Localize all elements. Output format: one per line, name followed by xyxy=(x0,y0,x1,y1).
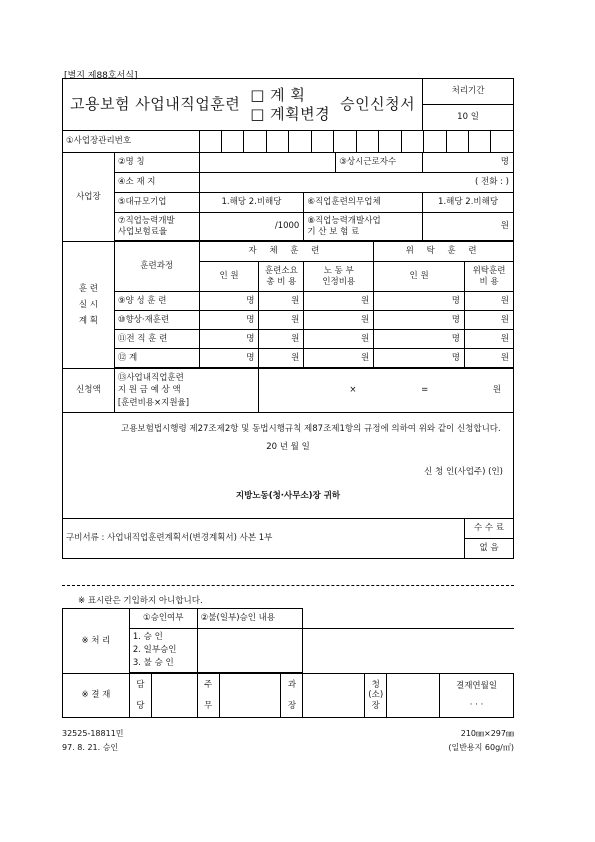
rejection-content-header: ②불(일부)승인 내용 xyxy=(197,609,303,629)
consign-persons-header: 인 원 xyxy=(374,262,465,292)
insurance-rate-field[interactable]: /1000 xyxy=(199,213,304,241)
cell[interactable]: 명 xyxy=(199,330,259,349)
large-enterprise-choice[interactable]: 1.해당 2.비해당 xyxy=(199,193,304,213)
large-enterprise-label: ⑤대규모기업 xyxy=(114,193,199,213)
option-partial[interactable]: 2. 일부승인 xyxy=(132,644,177,655)
row-label: ⑩향상·재훈련 xyxy=(114,311,199,330)
regular-workers-field[interactable]: 명 xyxy=(423,153,514,173)
option-rejected[interactable]: 3. 불 승 인 xyxy=(132,658,174,669)
approval-date-label: 결재연월일 xyxy=(456,680,498,691)
addressee: 지방노동(청·사무소)장 귀하 xyxy=(235,491,341,502)
declaration-date[interactable]: 20 년 월 일 xyxy=(266,442,310,453)
training-duty-label: ⑥직업훈련의무업체 xyxy=(304,193,423,213)
option-plan-change[interactable]: □ 계획변경 xyxy=(250,104,331,123)
self-training-header: 자 체 훈 련 xyxy=(199,242,374,262)
self-persons-header: 인 원 xyxy=(199,262,259,292)
cell[interactable]: 원 xyxy=(465,349,514,368)
rejection-content-field[interactable] xyxy=(197,629,303,673)
declaration-text: 고용보험법시행령 제27조제2항 및 동법시행규칙 제87조제1항의 규정에 의하여 위와 같이 신청합니다. xyxy=(121,424,501,434)
option-plan[interactable]: □ 계 획 xyxy=(250,85,306,104)
training-plan-group: 훈 련 실 시 계 획 xyxy=(63,242,115,369)
cell[interactable]: 명 xyxy=(374,330,465,349)
title-left: 고용보험 사업내직업훈련 xyxy=(70,95,241,114)
cut-line xyxy=(62,585,514,586)
applicant-signature[interactable]: 신 청 인(사업주) (인) xyxy=(424,466,503,477)
regular-workers-label: ③상시근로자수 xyxy=(336,153,423,173)
office-head-sign[interactable] xyxy=(387,674,440,718)
cell[interactable]: 원 xyxy=(304,292,374,311)
approval-date-note: 97. 8. 21. 승인 xyxy=(62,743,119,752)
processing-label: ※ 처 리 xyxy=(63,609,130,674)
chief-clerk-label: 주 무 xyxy=(197,674,219,718)
claim-group-label: 신청액 xyxy=(63,369,115,413)
paper-type: (일반용지 60g/㎡) xyxy=(448,743,514,752)
course-label: 훈련과정 xyxy=(114,242,199,292)
approval-options[interactable] xyxy=(129,629,197,673)
row-label: ⑪전 직 훈 련 xyxy=(114,330,199,349)
title-cell xyxy=(63,79,423,131)
cell[interactable]: 원 xyxy=(465,311,514,330)
declaration-block xyxy=(63,413,514,519)
business-name-field[interactable] xyxy=(199,153,336,173)
cell[interactable]: 원 xyxy=(259,292,304,311)
insurance-rate-label: ⑦직업능력개발 사업보험료율 xyxy=(114,213,199,241)
cell[interactable]: 명 xyxy=(199,292,259,311)
approval-date-cell[interactable] xyxy=(440,674,514,718)
form-number: [별지 제88호서식] xyxy=(64,71,138,81)
main-form xyxy=(62,78,514,559)
cell[interactable]: 원 xyxy=(259,311,304,330)
registration-number-label: ①사업장관리번호 xyxy=(63,131,200,153)
row-label: ⑫ 계 xyxy=(114,349,199,368)
processing-period-label: 처리기간 xyxy=(423,79,514,105)
fee-label: 수 수 료 xyxy=(465,519,514,539)
cell[interactable]: 명 xyxy=(199,311,259,330)
form-code: 32525-18811민 xyxy=(62,729,124,738)
self-total-cost-header: 훈련소요 총 비 용 xyxy=(259,262,304,292)
consign-training-header: 위 탁 훈 련 xyxy=(374,242,514,262)
paper-size: 210㎜×297㎜ xyxy=(460,729,514,738)
office-use-note: ※ 표시란은 기입하지 아니합니다. xyxy=(78,596,203,606)
approval-date-value[interactable]: · · · xyxy=(469,699,484,710)
option-approved[interactable]: 1. 승 인 xyxy=(132,631,163,642)
times-symbol: × xyxy=(349,385,357,396)
cell[interactable]: 명 xyxy=(374,311,465,330)
office-head-label: 청 (소) 장 xyxy=(365,674,387,718)
approval-status-header: ①승인여부 xyxy=(129,609,197,629)
table-row xyxy=(63,311,514,330)
cell[interactable]: 원 xyxy=(465,292,514,311)
cell[interactable]: 원 xyxy=(259,349,304,368)
address-label: ④소 재 지 xyxy=(114,173,199,193)
section-chief-sign[interactable] xyxy=(303,674,365,718)
equals-symbol: = xyxy=(421,385,429,396)
consign-cost-header: 위탁훈련 비 용 xyxy=(465,262,514,292)
cell[interactable]: 원 xyxy=(304,349,374,368)
address-field[interactable]: ( 전화 : ) xyxy=(199,173,513,193)
required-documents: 구비서류 : 사업내직업훈련계획서(변경계획서) 사본 1부 xyxy=(63,519,465,559)
title-right: 승인신청서 xyxy=(340,95,416,114)
office-use-table xyxy=(62,608,514,718)
approval-label: ※ 결 재 xyxy=(63,674,130,718)
staff-sign[interactable] xyxy=(151,674,197,718)
cell[interactable]: 원 xyxy=(465,330,514,349)
table-row xyxy=(63,349,514,368)
cell[interactable]: 원 xyxy=(304,311,374,330)
premium-label: ⑧직업능력개발사업 기 산 보 험 료 xyxy=(304,213,423,241)
cell[interactable]: 원 xyxy=(304,330,374,349)
business-group-label: 사업장 xyxy=(63,153,115,242)
fee-value: 없 음 xyxy=(465,539,514,559)
cell[interactable]: 원 xyxy=(259,330,304,349)
table-row xyxy=(63,330,514,349)
claim-label: ⑬사업내직업훈련 지 원 금 예 상 액 [훈련비용×지원율] xyxy=(114,369,259,413)
registration-number-field[interactable] xyxy=(199,131,513,153)
business-name-label: ②명 칭 xyxy=(114,153,199,173)
claim-unit: 원 xyxy=(492,385,501,396)
row-label: ⑨양 성 훈 련 xyxy=(114,292,199,311)
cell[interactable]: 명 xyxy=(199,349,259,368)
premium-field[interactable]: 원 xyxy=(423,213,514,241)
claim-calculation-field[interactable] xyxy=(259,369,514,413)
training-duty-choice[interactable]: 1.해당 2.비해당 xyxy=(423,193,514,213)
chief-clerk-sign[interactable] xyxy=(219,674,281,718)
table-row xyxy=(63,292,514,311)
staff-label: 담 당 xyxy=(129,674,151,718)
processing-period-value: 10 일 xyxy=(423,105,514,131)
cell[interactable]: 명 xyxy=(374,349,465,368)
section-chief-label: 과 장 xyxy=(281,674,303,718)
cell[interactable]: 명 xyxy=(374,292,465,311)
ministry-approved-cost-header: 노 동 부 인정비용 xyxy=(304,262,374,292)
